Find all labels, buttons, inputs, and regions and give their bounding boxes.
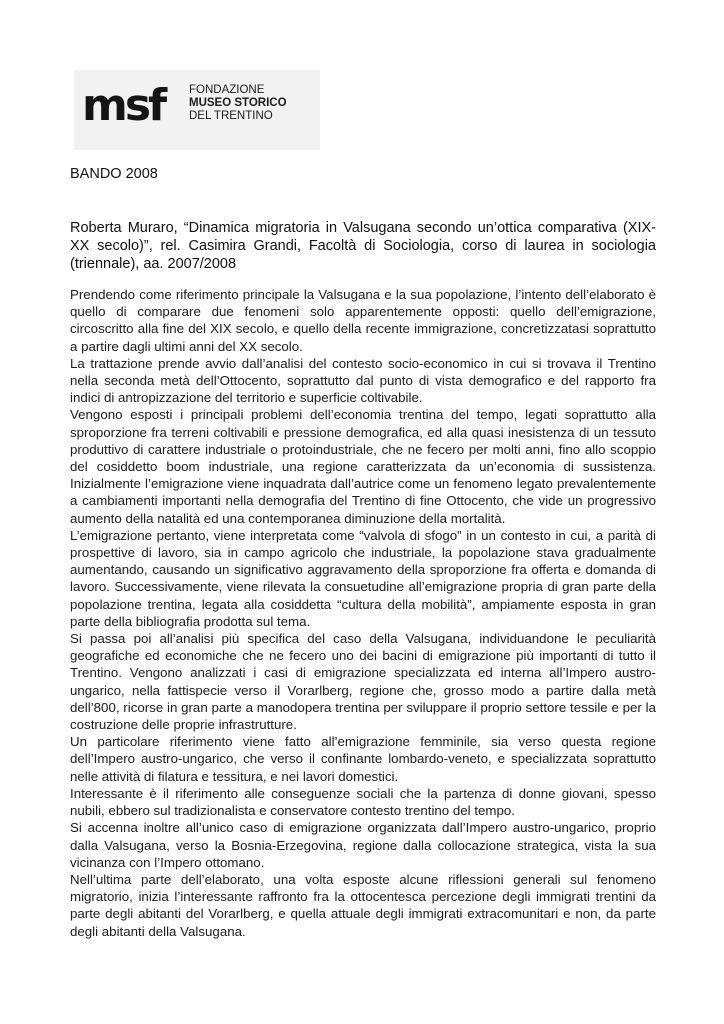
paragraph: La trattazione prende avvio dall’analisi del contesto socio-economico in cui si trovava il Trentino nella seconda metà dell’Ottocento, soprattutto dal punto di vista demografico e del rapporto fra indici di antropizzazione del territorio e superficie coltivabile. bbox=[70, 355, 656, 406]
paragraph: Si accenna inoltre all’unico caso di emigrazione organizzata dall’Impero austro-ungarico, proprio dalla Valsugana, verso la Bosnia-Erzegovina, regione dalla collocazione strategica, vista la sua vicinanza con l’Impero ottomano. bbox=[70, 820, 656, 870]
logo-line-2: MUSEO STORICO bbox=[189, 97, 287, 109]
bando-heading: BANDO 2008 bbox=[70, 166, 158, 182]
paragraph: Interessante è il riferimento alle conseguenze sociali che la partenza di donne giovani, spesso nubili, ebbero sul tradizionalista e conservatore contesto trentino del tempo. bbox=[70, 785, 656, 819]
paragraph: L’emigrazione pertanto, viene interpretata come “valvola di sfogo” in un contesto in cui, a parità di prospettive di lavoro, sia in campo agricolo che industriale, la popolazione stava gradualmente aumentando, causando un significativo aggravamento della sproporzione fra offerta e domanda di lavoro. Successivamente, viene rilevata la consuetudine all’emigrazione propria di gran parte della popolazione trentina, legata alla cosiddetta “cultura della mobilità”, ampiamente esposta in gran parte della bibliografia prodotta sul tema. bbox=[70, 527, 656, 629]
paragraph: Si passa poi all’analisi più specifica del caso della Valsugana, individuandone le peculiarità geografiche ed economiche che ne fecero uno dei bacini di emigrazione più importanti di tutto il Trentino. Vengono analizzati i casi di emigrazione specializzata ed interna all’Impero austro-ungarico, nella fattispecie verso il Vorarlberg, regione che, grosso modo a partire dalla metà dell’800, ricorse in gran parte a manodopera trentina per sviluppare il proprio settore tessile e per la costruzione delle proprie infrastrutture. bbox=[70, 631, 656, 733]
logo-line-1: FONDAZIONE bbox=[189, 84, 265, 96]
logo-museo-storico bbox=[74, 70, 320, 150]
paragraph: Un particolare riferimento viene fatto all’emigrazione femminile, sia verso questa regione dell’Impero austro-ungarico, che verso il confinante lombardo-veneto, e specializzata soprattutto nelle attività di filatura e tessitura, e nei lavori domestici. bbox=[70, 734, 656, 784]
paragraph: Prendendo come riferimento principale la Valsugana e la sua popolazione, l’intento dell’elaborato è quello di comparare due fenomeni solo apparentemente opposti: quello dell’emigrazione, circoscritto alla fine del XIX secolo, e quello della recente immigrazione, concretizzatasi soprattutto a partire dagli ultimi anni del XX secolo. bbox=[70, 287, 656, 354]
logo-line-3: DEL TRENTINO bbox=[189, 110, 273, 122]
abstract-body bbox=[70, 286, 656, 940]
thesis-citation: Roberta Muraro, “Dinamica migratoria in Valsugana secondo un’ottica comparativa (XIX-XX secolo)”, rel. Casimira Grandi, Facoltà di Sociologia, corso di laurea in sociologia (triennale), aa. 2007/2008 bbox=[70, 220, 656, 272]
logo-mark: msf bbox=[82, 80, 165, 131]
paragraph: Vengono esposti i principali problemi dell’economia trentina del tempo, legati soprattutto alla sproporzione fra terreni coltivabili e pressione demografica, ed alla quasi inesistenza di un tessuto produttivo di carattere industriale o protoindustriale, che ne fecero per molti anni, fino allo scoppio del cosiddetto boom industriale, una regione caratterizzata da un’economia di sussistenza. Inizialmente l’emigrazione viene inquadrata dall’autrice come un fenomeno legato prevalentemente a cambiamenti importanti nella demografia del Trentino di fine Ottocento, che vide un progressivo aumento della natalità ed una contemporanea diminuzione della mortalità. bbox=[70, 407, 656, 526]
logo-wordmark bbox=[189, 84, 287, 123]
paragraph: Nell’ultima parte dell’elaborato, una volta esposte alcune riflessioni generali sul fenomeno migratorio, inizia l’interessante raffronto fra la ottocentesca percezione degli immigrati trentini da parte degli abitanti del Vorarlberg, e quella attuale degli immigrati extracomunitari e non, da parte degli abitanti della Valsugana. bbox=[70, 871, 656, 939]
